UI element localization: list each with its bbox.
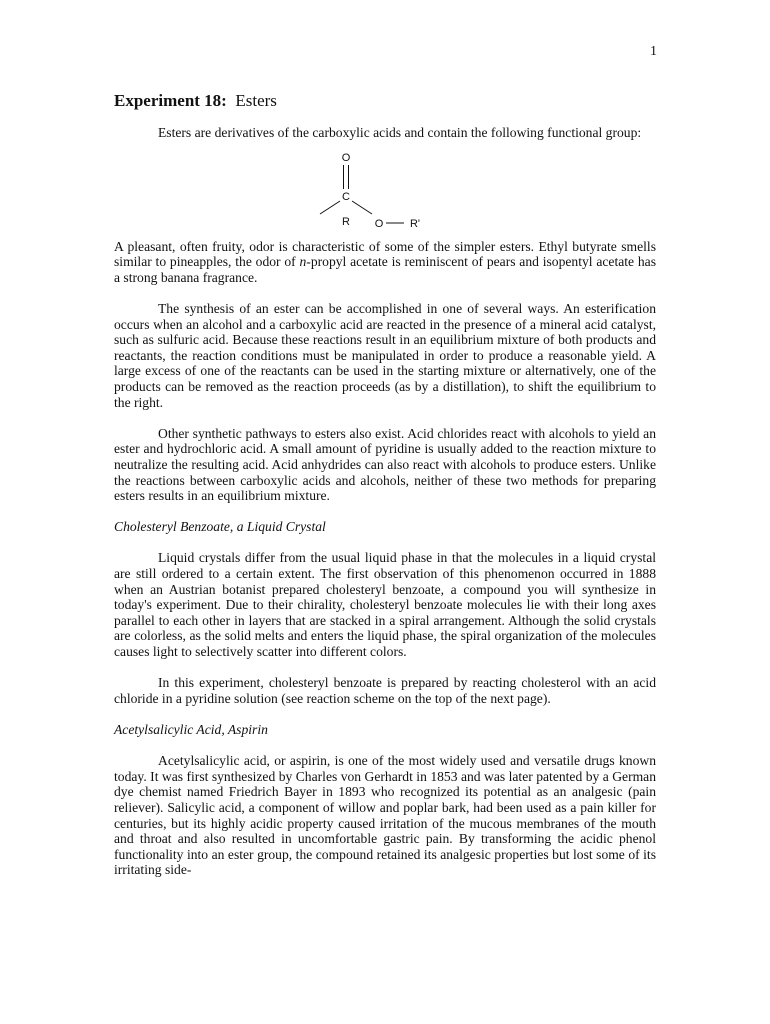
fruity-text-a: A pleasant, often fruity, odor is characteristic of some of the simpler esters. Ethyl butyrate smells similar to pineapples, the odor of (114, 238, 656, 270)
fruity-text-b: -propyl acetate is reminiscent of pears and isopentyl acetate has a strong banana fragrance. (114, 254, 657, 285)
paragraph-esterification: The synthesis of an ester can be accomplished in one of several ways. An esterification occurs when an alcohol and a carboxylic acid are reacted in the presence of a mineral acid catalyst, such as sulfuric acid. Because these reactions result in an equilibrium mixture of both products and reactants, the reaction conditions must be manipulated in order to produce a reasonable yield. A large excess of one of the reactants can be used in the starting mixture or alternatively, one of the products can be removed as the reaction proceeds (as by a distillation), to shift the equilibrium to the right. (114, 300, 656, 410)
title-experiment-number: Experiment 18: (114, 91, 227, 110)
atom-r: R (342, 215, 350, 228)
paragraph-fruity-odors (114, 239, 656, 286)
paragraph-experiment-cholesteryl: In this experiment, cholesteryl benzoate is prepared by reacting cholesterol with an acid chloride in a pyridine solution (see reaction scheme on the top of the next page). (114, 675, 656, 706)
intro-paragraph: Esters are derivatives of the carboxylic acids and contain the following functional group: (158, 125, 642, 140)
bond-c-o (352, 201, 372, 214)
page-number: 1 (650, 44, 657, 59)
subheading-aspirin: Acetylsalicylic Acid, Aspirin (114, 722, 268, 737)
subheading-cholesteryl-benzoate: Cholesteryl Benzoate, a Liquid Crystal (114, 519, 326, 535)
ester-structure-svg (114, 143, 656, 239)
atom-r-prime: R' (409, 217, 421, 230)
paragraph-other-pathways: Other synthetic pathways to esters also exist. Acid chlorides react with alcohols to yield an ester and hydrochloric acid. A small amount of pyridine is usually added to the reaction mixture to neutralize the resulting acid. Acid anhydrides can also react with alcohols to produce esters. Unlike the reactions between carboxylic acids and alcohols, neither of these two methods for preparing esters results in an equilibrium mixture. (114, 425, 656, 504)
paragraph-aspirin: Acetylsalicylic acid, or aspirin, is one of the most widely used and versatile drugs known today. It was first synthesized by Charles von Gerhardt in 1853 and was later patented by a German dye chemist named Friedrich Bayer in 1893 who recognized its potential as an analgesic (pain reliever). Salicylic acid, a component of willow and poplar bark, had been used as a pain killer for centuries, but its highly acidic property caused irritation of the mucous membranes of the mouth and throat and also resulted in uncomfortable gastric pain. By transforming the acidic phenol functionality into an ester group, the compound retained its analgesic properties but lost some of its irritating side- (114, 753, 656, 878)
atom-o-ether: O (374, 217, 384, 230)
n-prefix: n (299, 254, 307, 270)
ester-functional-group-diagram (114, 143, 656, 239)
bond-r-c (320, 201, 340, 214)
paragraph-liquid-crystals: Liquid crystals differ from the usual liquid phase in that the molecules in a liquid crystal are still ordered to a certain extent. The first observation of this phenomenon occurred in 1888 when an Austrian botanist prepared cholesteryl benzoate, a compound you will synthesize in today's experiment. Due to their chirality, cholesteryl benzoate molecules lie with their long axes parallel to each other in layers that are stacked in a spiral arrangement. Although the solid crystals are colorless, as the solid melts and enters the liquid phase, the spiral organization of the molecules causes light to selectively scatter into different colors. (114, 550, 656, 660)
atom-o-carbonyl: O (341, 151, 351, 164)
atom-c: C (342, 190, 350, 203)
document-body (114, 90, 656, 894)
page-title (114, 90, 656, 112)
title-topic: Esters (235, 91, 277, 110)
